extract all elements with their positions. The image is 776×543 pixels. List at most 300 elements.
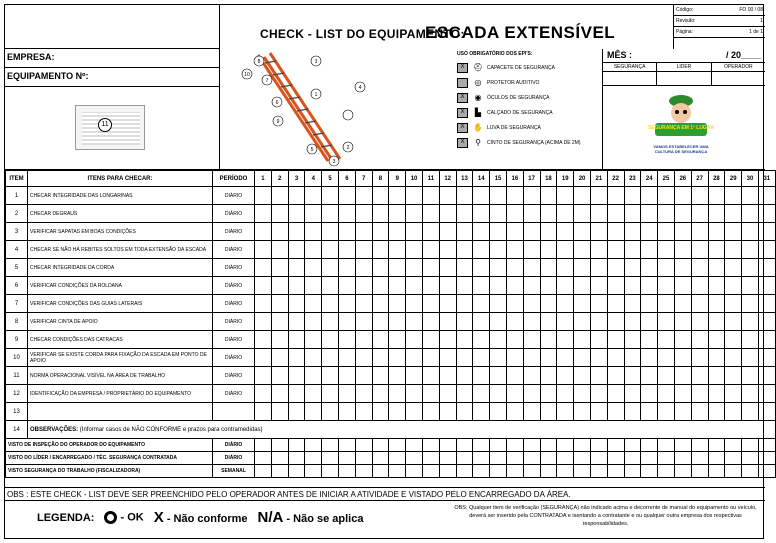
day-check-cell[interactable] xyxy=(557,223,574,241)
day-check-cell[interactable] xyxy=(456,385,473,403)
visto-sign-cell[interactable] xyxy=(271,465,288,478)
day-check-cell[interactable] xyxy=(674,205,691,223)
day-check-cell[interactable] xyxy=(439,313,456,331)
visto-sign-cell[interactable] xyxy=(607,439,624,452)
day-check-cell[interactable] xyxy=(691,259,708,277)
day-check-cell[interactable] xyxy=(355,187,372,205)
epi-checkbox[interactable] xyxy=(457,78,468,88)
day-check-cell[interactable] xyxy=(506,295,523,313)
day-check-cell[interactable] xyxy=(288,241,305,259)
day-check-cell[interactable] xyxy=(456,187,473,205)
day-check-cell[interactable] xyxy=(372,313,389,331)
visto-sign-cell[interactable] xyxy=(557,439,574,452)
visto-sign-cell[interactable] xyxy=(708,465,725,478)
day-check-cell[interactable] xyxy=(338,385,355,403)
day-check-cell[interactable] xyxy=(758,367,775,385)
day-check-cell[interactable] xyxy=(355,295,372,313)
day-check-cell[interactable] xyxy=(607,277,624,295)
day-check-cell[interactable] xyxy=(422,349,439,367)
day-check-cell[interactable] xyxy=(322,295,339,313)
day-check-cell[interactable] xyxy=(389,277,406,295)
day-check-cell[interactable] xyxy=(305,367,322,385)
day-check-cell[interactable] xyxy=(691,313,708,331)
day-check-cell[interactable] xyxy=(708,187,725,205)
visto-sign-cell[interactable] xyxy=(372,439,389,452)
day-check-cell[interactable] xyxy=(658,205,675,223)
day-check-cell[interactable] xyxy=(506,277,523,295)
day-check-cell[interactable] xyxy=(725,331,742,349)
day-check-cell[interactable] xyxy=(490,241,507,259)
day-check-cell[interactable] xyxy=(590,313,607,331)
day-check-cell[interactable] xyxy=(540,295,557,313)
visto-sign-cell[interactable] xyxy=(439,439,456,452)
day-check-cell[interactable] xyxy=(574,223,591,241)
day-check-cell[interactable] xyxy=(624,331,641,349)
day-check-cell[interactable] xyxy=(742,205,759,223)
day-check-cell[interactable] xyxy=(355,385,372,403)
day-check-cell[interactable] xyxy=(473,403,490,421)
day-check-cell[interactable] xyxy=(473,241,490,259)
day-check-cell[interactable] xyxy=(338,223,355,241)
day-check-cell[interactable] xyxy=(439,331,456,349)
visto-sign-cell[interactable] xyxy=(523,452,540,465)
day-check-cell[interactable] xyxy=(372,403,389,421)
epi-checkbox[interactable]: X xyxy=(457,138,468,148)
visto-sign-cell[interactable] xyxy=(439,452,456,465)
day-check-cell[interactable] xyxy=(725,295,742,313)
visto-sign-cell[interactable] xyxy=(742,465,759,478)
day-check-cell[interactable] xyxy=(338,259,355,277)
visto-sign-cell[interactable] xyxy=(641,465,658,478)
day-check-cell[interactable] xyxy=(523,385,540,403)
day-check-cell[interactable] xyxy=(742,367,759,385)
day-check-cell[interactable] xyxy=(725,367,742,385)
day-check-cell[interactable] xyxy=(422,205,439,223)
day-check-cell[interactable] xyxy=(641,313,658,331)
day-check-cell[interactable] xyxy=(422,331,439,349)
day-check-cell[interactable] xyxy=(422,241,439,259)
visto-sign-cell[interactable] xyxy=(590,465,607,478)
visto-sign-cell[interactable] xyxy=(322,452,339,465)
day-check-cell[interactable] xyxy=(473,313,490,331)
day-check-cell[interactable] xyxy=(540,331,557,349)
day-check-cell[interactable] xyxy=(422,259,439,277)
day-check-cell[interactable] xyxy=(389,205,406,223)
day-check-cell[interactable] xyxy=(456,205,473,223)
day-check-cell[interactable] xyxy=(658,349,675,367)
day-check-cell[interactable] xyxy=(557,331,574,349)
day-check-cell[interactable] xyxy=(372,187,389,205)
day-check-cell[interactable] xyxy=(490,313,507,331)
day-check-cell[interactable] xyxy=(691,367,708,385)
day-check-cell[interactable] xyxy=(523,403,540,421)
day-check-cell[interactable] xyxy=(389,241,406,259)
day-check-cell[interactable] xyxy=(271,259,288,277)
day-check-cell[interactable] xyxy=(338,367,355,385)
day-check-cell[interactable] xyxy=(624,259,641,277)
day-check-cell[interactable] xyxy=(271,367,288,385)
day-check-cell[interactable] xyxy=(758,277,775,295)
day-check-cell[interactable] xyxy=(288,223,305,241)
day-check-cell[interactable] xyxy=(271,403,288,421)
day-check-cell[interactable] xyxy=(439,277,456,295)
day-check-cell[interactable] xyxy=(674,223,691,241)
day-check-cell[interactable] xyxy=(758,313,775,331)
day-check-cell[interactable] xyxy=(406,313,423,331)
visto-sign-cell[interactable] xyxy=(288,465,305,478)
observations-cell[interactable] xyxy=(28,421,776,439)
visto-sign-cell[interactable] xyxy=(255,452,272,465)
day-check-cell[interactable] xyxy=(322,385,339,403)
day-check-cell[interactable] xyxy=(305,403,322,421)
day-check-cell[interactable] xyxy=(439,295,456,313)
day-check-cell[interactable] xyxy=(590,349,607,367)
day-check-cell[interactable] xyxy=(288,259,305,277)
visto-sign-cell[interactable] xyxy=(255,439,272,452)
day-check-cell[interactable] xyxy=(355,277,372,295)
day-check-cell[interactable] xyxy=(624,223,641,241)
day-check-cell[interactable] xyxy=(473,259,490,277)
day-check-cell[interactable] xyxy=(456,403,473,421)
day-check-cell[interactable] xyxy=(523,241,540,259)
day-check-cell[interactable] xyxy=(422,403,439,421)
day-check-cell[interactable] xyxy=(288,403,305,421)
visto-sign-cell[interactable] xyxy=(389,465,406,478)
day-check-cell[interactable] xyxy=(574,277,591,295)
day-check-cell[interactable] xyxy=(607,313,624,331)
day-check-cell[interactable] xyxy=(288,349,305,367)
day-check-cell[interactable] xyxy=(288,331,305,349)
day-check-cell[interactable] xyxy=(490,223,507,241)
day-check-cell[interactable] xyxy=(742,187,759,205)
day-check-cell[interactable] xyxy=(557,403,574,421)
day-check-cell[interactable] xyxy=(557,241,574,259)
day-check-cell[interactable] xyxy=(305,223,322,241)
day-check-cell[interactable] xyxy=(322,349,339,367)
visto-sign-cell[interactable] xyxy=(389,439,406,452)
day-check-cell[interactable] xyxy=(389,403,406,421)
day-check-cell[interactable] xyxy=(338,295,355,313)
day-check-cell[interactable] xyxy=(540,349,557,367)
day-check-cell[interactable] xyxy=(422,223,439,241)
day-check-cell[interactable] xyxy=(557,385,574,403)
day-check-cell[interactable] xyxy=(406,367,423,385)
visto-sign-cell[interactable] xyxy=(406,465,423,478)
visto-sign-cell[interactable] xyxy=(473,452,490,465)
day-check-cell[interactable] xyxy=(305,385,322,403)
day-check-cell[interactable] xyxy=(355,259,372,277)
day-check-cell[interactable] xyxy=(271,223,288,241)
visto-sign-cell[interactable] xyxy=(540,465,557,478)
day-check-cell[interactable] xyxy=(288,313,305,331)
day-check-cell[interactable] xyxy=(641,349,658,367)
day-check-cell[interactable] xyxy=(422,295,439,313)
day-check-cell[interactable] xyxy=(708,277,725,295)
day-check-cell[interactable] xyxy=(322,259,339,277)
visto-sign-cell[interactable] xyxy=(557,465,574,478)
day-check-cell[interactable] xyxy=(523,367,540,385)
visto-sign-cell[interactable] xyxy=(490,452,507,465)
day-check-cell[interactable] xyxy=(255,259,272,277)
day-check-cell[interactable] xyxy=(406,403,423,421)
day-check-cell[interactable] xyxy=(338,205,355,223)
day-check-cell[interactable] xyxy=(473,205,490,223)
visto-sign-cell[interactable] xyxy=(590,439,607,452)
day-check-cell[interactable] xyxy=(691,277,708,295)
day-check-cell[interactable] xyxy=(355,403,372,421)
day-check-cell[interactable] xyxy=(490,349,507,367)
day-check-cell[interactable] xyxy=(725,349,742,367)
day-check-cell[interactable] xyxy=(523,349,540,367)
epi-checkbox[interactable]: X xyxy=(457,108,468,118)
day-check-cell[interactable] xyxy=(641,259,658,277)
day-check-cell[interactable] xyxy=(590,403,607,421)
day-check-cell[interactable] xyxy=(271,349,288,367)
day-check-cell[interactable] xyxy=(473,331,490,349)
day-check-cell[interactable] xyxy=(305,331,322,349)
day-check-cell[interactable] xyxy=(708,295,725,313)
day-check-cell[interactable] xyxy=(523,295,540,313)
visto-sign-cell[interactable] xyxy=(708,439,725,452)
day-check-cell[interactable] xyxy=(708,205,725,223)
day-check-cell[interactable] xyxy=(271,205,288,223)
day-check-cell[interactable] xyxy=(725,241,742,259)
day-check-cell[interactable] xyxy=(456,331,473,349)
visto-sign-cell[interactable] xyxy=(506,439,523,452)
day-check-cell[interactable] xyxy=(473,349,490,367)
day-check-cell[interactable] xyxy=(574,313,591,331)
visto-sign-cell[interactable] xyxy=(523,439,540,452)
day-check-cell[interactable] xyxy=(691,187,708,205)
day-check-cell[interactable] xyxy=(590,205,607,223)
day-check-cell[interactable] xyxy=(523,331,540,349)
sign-lider[interactable] xyxy=(657,72,711,85)
visto-sign-cell[interactable] xyxy=(742,452,759,465)
day-check-cell[interactable] xyxy=(422,277,439,295)
visto-sign-cell[interactable] xyxy=(674,439,691,452)
day-check-cell[interactable] xyxy=(490,403,507,421)
day-check-cell[interactable] xyxy=(691,349,708,367)
day-check-cell[interactable] xyxy=(389,295,406,313)
day-check-cell[interactable] xyxy=(523,277,540,295)
day-check-cell[interactable] xyxy=(758,403,775,421)
day-check-cell[interactable] xyxy=(758,295,775,313)
day-check-cell[interactable] xyxy=(658,295,675,313)
visto-sign-cell[interactable] xyxy=(271,439,288,452)
day-check-cell[interactable] xyxy=(725,403,742,421)
visto-sign-cell[interactable] xyxy=(506,465,523,478)
day-check-cell[interactable] xyxy=(305,259,322,277)
day-check-cell[interactable] xyxy=(641,367,658,385)
day-check-cell[interactable] xyxy=(758,187,775,205)
day-check-cell[interactable] xyxy=(355,313,372,331)
day-check-cell[interactable] xyxy=(674,331,691,349)
day-check-cell[interactable] xyxy=(389,313,406,331)
day-check-cell[interactable] xyxy=(742,385,759,403)
day-check-cell[interactable] xyxy=(674,367,691,385)
day-check-cell[interactable] xyxy=(590,385,607,403)
day-check-cell[interactable] xyxy=(742,295,759,313)
day-check-cell[interactable] xyxy=(322,313,339,331)
day-check-cell[interactable] xyxy=(389,259,406,277)
day-check-cell[interactable] xyxy=(506,349,523,367)
day-check-cell[interactable] xyxy=(624,403,641,421)
day-check-cell[interactable] xyxy=(406,349,423,367)
day-check-cell[interactable] xyxy=(322,277,339,295)
visto-sign-cell[interactable] xyxy=(658,452,675,465)
visto-sign-cell[interactable] xyxy=(406,439,423,452)
epi-checkbox[interactable]: X xyxy=(457,63,468,73)
day-check-cell[interactable] xyxy=(355,241,372,259)
day-check-cell[interactable] xyxy=(557,349,574,367)
visto-sign-cell[interactable] xyxy=(473,439,490,452)
day-check-cell[interactable] xyxy=(708,313,725,331)
day-check-cell[interactable] xyxy=(574,241,591,259)
visto-sign-cell[interactable] xyxy=(271,452,288,465)
visto-sign-cell[interactable] xyxy=(456,465,473,478)
day-check-cell[interactable] xyxy=(758,349,775,367)
day-check-cell[interactable] xyxy=(322,241,339,259)
day-check-cell[interactable] xyxy=(490,259,507,277)
day-check-cell[interactable] xyxy=(574,403,591,421)
day-check-cell[interactable] xyxy=(288,367,305,385)
visto-sign-cell[interactable] xyxy=(305,465,322,478)
visto-sign-cell[interactable] xyxy=(624,465,641,478)
day-check-cell[interactable] xyxy=(338,331,355,349)
day-check-cell[interactable] xyxy=(506,205,523,223)
visto-sign-cell[interactable] xyxy=(674,452,691,465)
day-check-cell[interactable] xyxy=(255,277,272,295)
day-check-cell[interactable] xyxy=(590,295,607,313)
day-check-cell[interactable] xyxy=(305,277,322,295)
day-check-cell[interactable] xyxy=(674,295,691,313)
day-check-cell[interactable] xyxy=(338,313,355,331)
visto-sign-cell[interactable] xyxy=(490,465,507,478)
day-check-cell[interactable] xyxy=(557,259,574,277)
day-check-cell[interactable] xyxy=(406,277,423,295)
day-check-cell[interactable] xyxy=(607,331,624,349)
day-check-cell[interactable] xyxy=(338,277,355,295)
visto-sign-cell[interactable] xyxy=(322,465,339,478)
day-check-cell[interactable] xyxy=(574,349,591,367)
day-check-cell[interactable] xyxy=(742,331,759,349)
day-check-cell[interactable] xyxy=(658,385,675,403)
day-check-cell[interactable] xyxy=(439,367,456,385)
day-check-cell[interactable] xyxy=(506,223,523,241)
day-check-cell[interactable] xyxy=(725,205,742,223)
day-check-cell[interactable] xyxy=(540,313,557,331)
day-check-cell[interactable] xyxy=(574,385,591,403)
day-check-cell[interactable] xyxy=(305,295,322,313)
day-check-cell[interactable] xyxy=(506,187,523,205)
day-check-cell[interactable] xyxy=(322,205,339,223)
visto-sign-cell[interactable] xyxy=(338,465,355,478)
day-check-cell[interactable] xyxy=(288,295,305,313)
day-check-cell[interactable] xyxy=(271,331,288,349)
day-check-cell[interactable] xyxy=(406,331,423,349)
visto-sign-cell[interactable] xyxy=(658,465,675,478)
day-check-cell[interactable] xyxy=(691,223,708,241)
visto-sign-cell[interactable] xyxy=(691,452,708,465)
day-check-cell[interactable] xyxy=(372,223,389,241)
visto-sign-cell[interactable] xyxy=(490,439,507,452)
day-check-cell[interactable] xyxy=(255,223,272,241)
day-check-cell[interactable] xyxy=(473,223,490,241)
day-check-cell[interactable] xyxy=(540,241,557,259)
visto-sign-cell[interactable] xyxy=(506,452,523,465)
day-check-cell[interactable] xyxy=(574,205,591,223)
day-check-cell[interactable] xyxy=(758,385,775,403)
day-check-cell[interactable] xyxy=(322,367,339,385)
day-check-cell[interactable] xyxy=(456,313,473,331)
day-check-cell[interactable] xyxy=(372,277,389,295)
epi-checkbox[interactable]: X xyxy=(457,93,468,103)
day-check-cell[interactable] xyxy=(406,223,423,241)
day-check-cell[interactable] xyxy=(355,331,372,349)
visto-sign-cell[interactable] xyxy=(355,465,372,478)
day-check-cell[interactable] xyxy=(506,259,523,277)
day-check-cell[interactable] xyxy=(372,205,389,223)
day-check-cell[interactable] xyxy=(372,331,389,349)
day-check-cell[interactable] xyxy=(355,205,372,223)
visto-sign-cell[interactable] xyxy=(607,465,624,478)
day-check-cell[interactable] xyxy=(624,277,641,295)
day-check-cell[interactable] xyxy=(456,277,473,295)
day-check-cell[interactable] xyxy=(607,367,624,385)
day-check-cell[interactable] xyxy=(439,349,456,367)
day-check-cell[interactable] xyxy=(355,367,372,385)
day-check-cell[interactable] xyxy=(523,205,540,223)
day-check-cell[interactable] xyxy=(574,367,591,385)
day-check-cell[interactable] xyxy=(422,367,439,385)
day-check-cell[interactable] xyxy=(271,313,288,331)
day-check-cell[interactable] xyxy=(473,187,490,205)
day-check-cell[interactable] xyxy=(641,385,658,403)
day-check-cell[interactable] xyxy=(406,241,423,259)
day-check-cell[interactable] xyxy=(590,277,607,295)
day-check-cell[interactable] xyxy=(658,313,675,331)
day-check-cell[interactable] xyxy=(540,385,557,403)
day-check-cell[interactable] xyxy=(288,277,305,295)
day-check-cell[interactable] xyxy=(288,385,305,403)
day-check-cell[interactable] xyxy=(540,277,557,295)
day-check-cell[interactable] xyxy=(389,331,406,349)
day-check-cell[interactable] xyxy=(607,259,624,277)
visto-sign-cell[interactable] xyxy=(456,439,473,452)
day-check-cell[interactable] xyxy=(322,187,339,205)
day-check-cell[interactable] xyxy=(255,385,272,403)
day-check-cell[interactable] xyxy=(557,295,574,313)
day-check-cell[interactable] xyxy=(674,403,691,421)
day-check-cell[interactable] xyxy=(456,259,473,277)
day-check-cell[interactable] xyxy=(691,295,708,313)
day-check-cell[interactable] xyxy=(490,295,507,313)
day-check-cell[interactable] xyxy=(523,259,540,277)
visto-sign-cell[interactable] xyxy=(422,452,439,465)
day-check-cell[interactable] xyxy=(708,367,725,385)
day-check-cell[interactable] xyxy=(389,367,406,385)
day-check-cell[interactable] xyxy=(725,259,742,277)
visto-sign-cell[interactable] xyxy=(338,439,355,452)
day-check-cell[interactable] xyxy=(641,205,658,223)
visto-sign-cell[interactable] xyxy=(674,465,691,478)
day-check-cell[interactable] xyxy=(540,223,557,241)
visto-sign-cell[interactable] xyxy=(574,465,591,478)
visto-sign-cell[interactable] xyxy=(473,465,490,478)
visto-sign-cell[interactable] xyxy=(758,439,775,452)
day-check-cell[interactable] xyxy=(674,241,691,259)
year-field[interactable]: / 20____ xyxy=(725,50,761,60)
